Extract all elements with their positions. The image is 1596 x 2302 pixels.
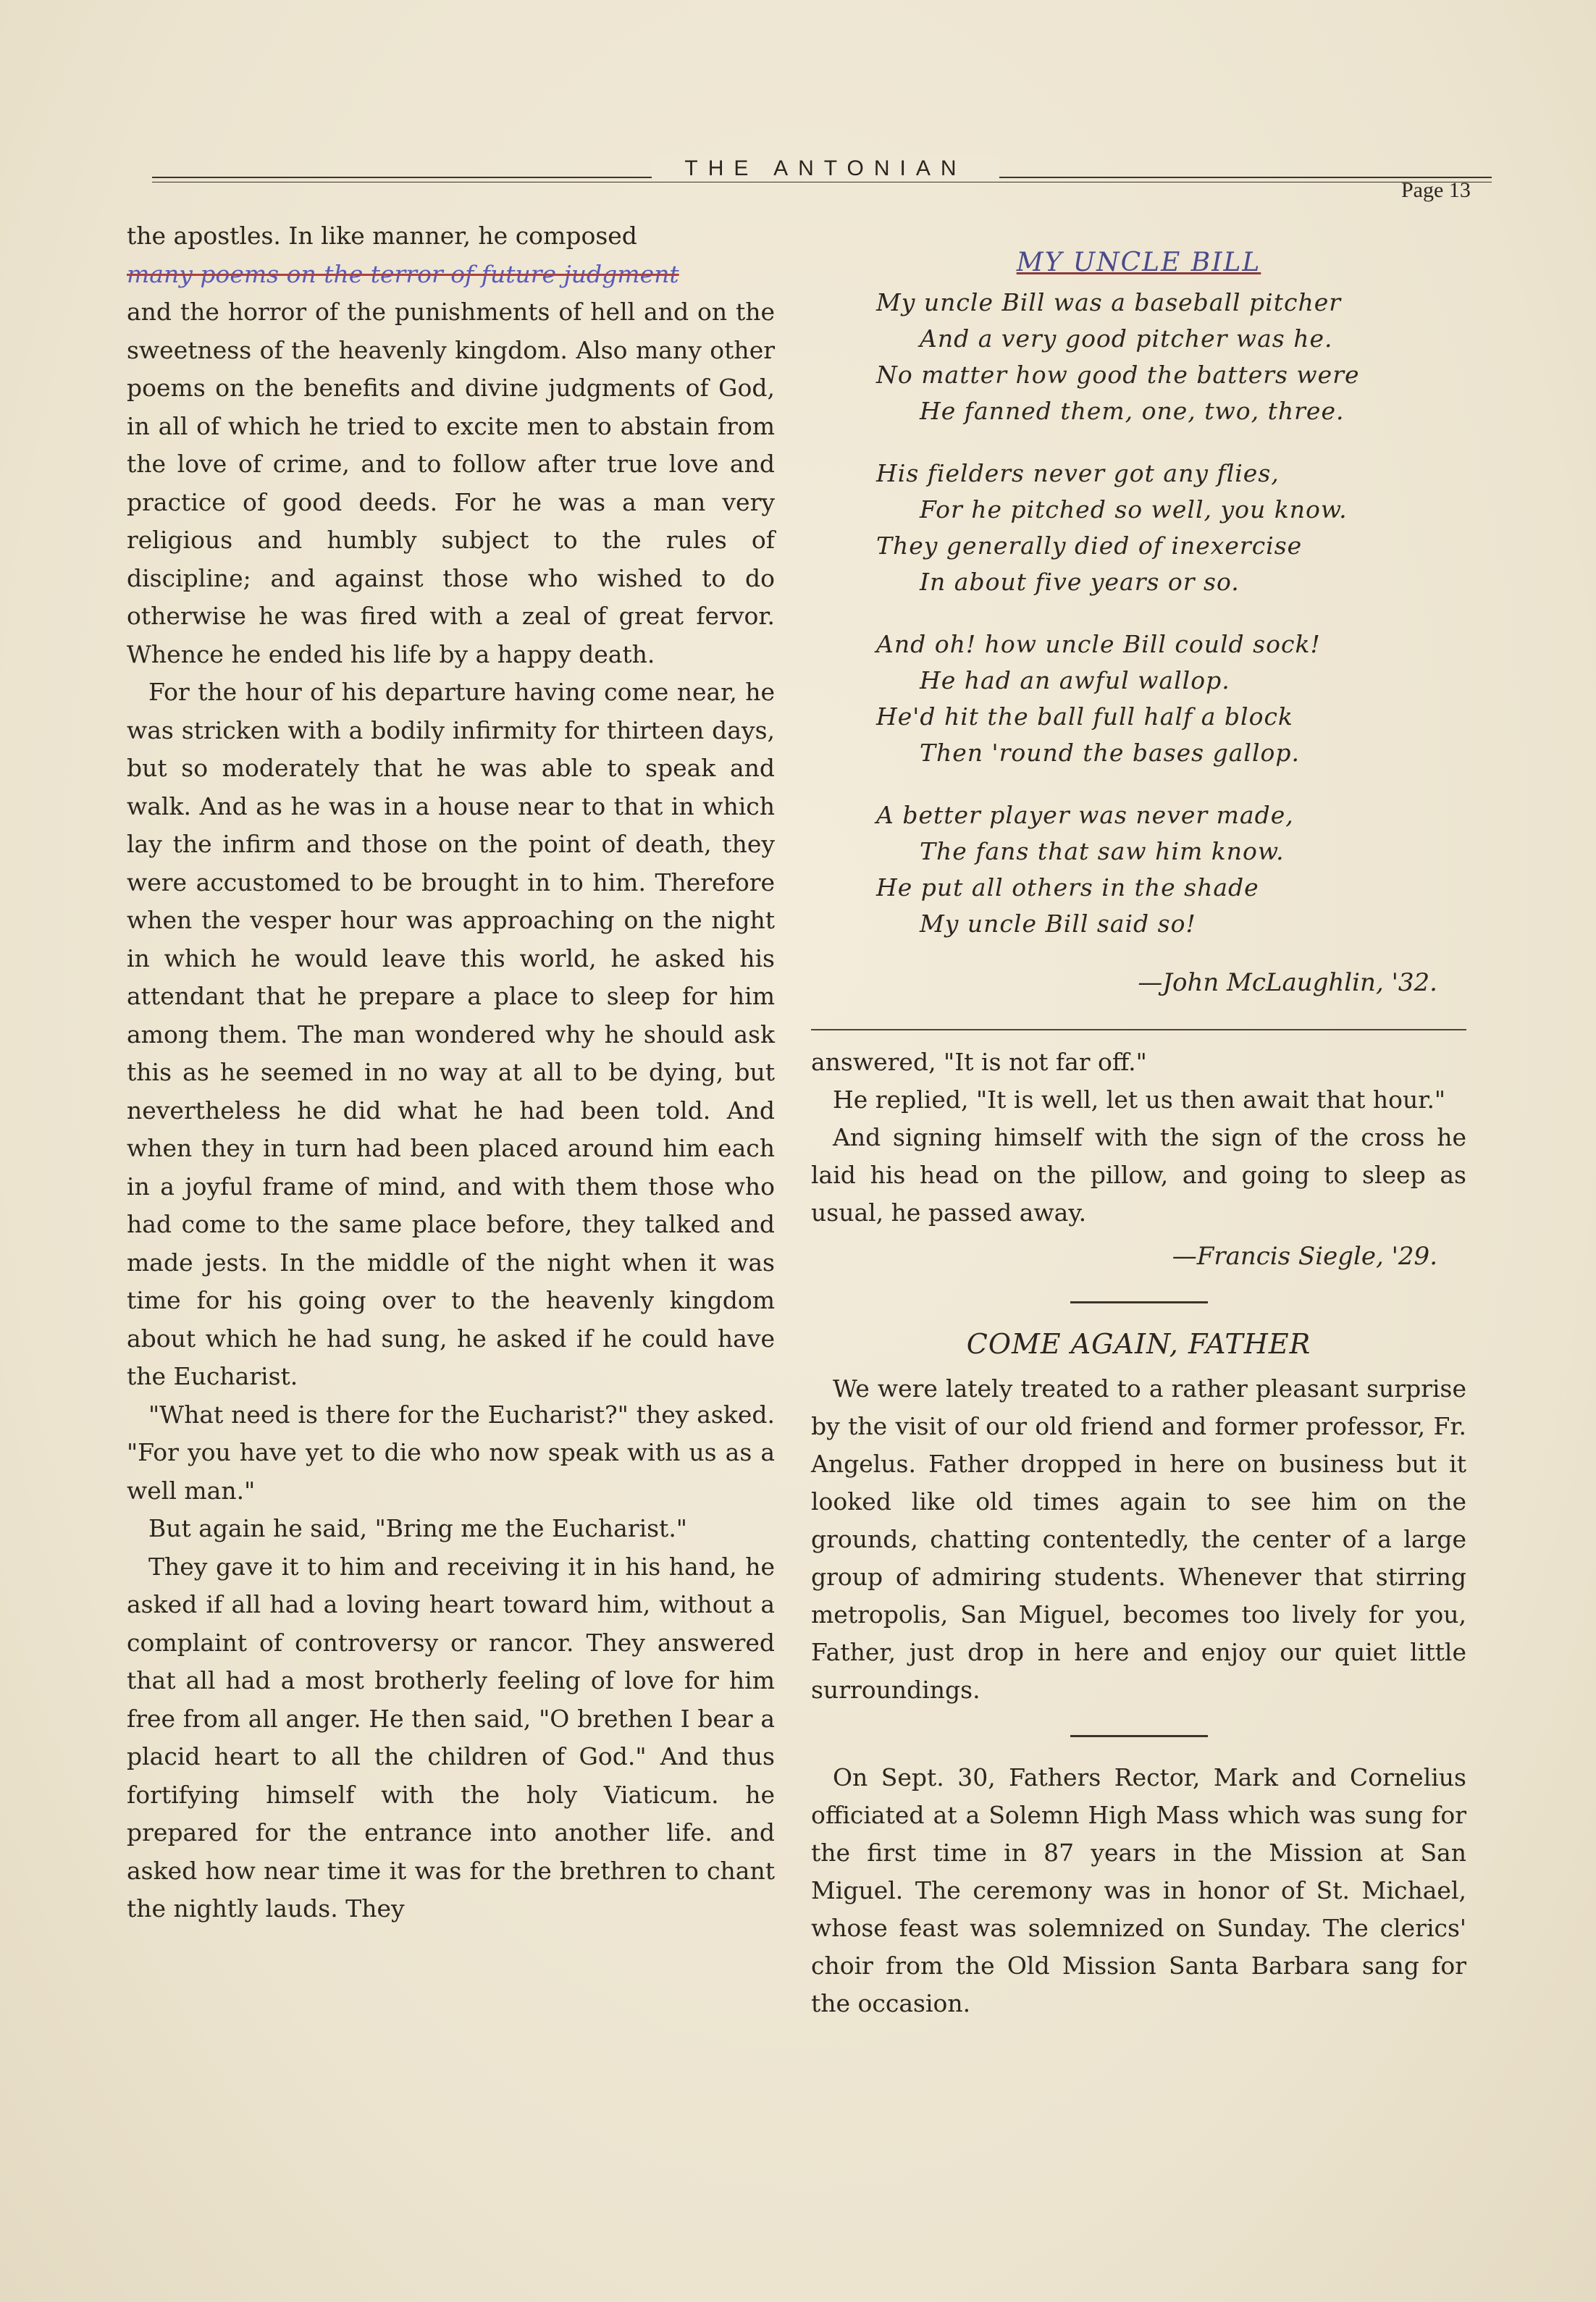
poem-line: My uncle Bill said so! [920,910,1196,938]
poem-line: My uncle Bill was a baseball pitcher [876,288,1342,316]
poem-line: The fans that saw him know. [920,837,1285,865]
poem-stanza-4 [876,797,1466,942]
come-again-paragraph: We were lately treated to a rather pleasant surprise by the visit of our old friend and former professor, Fr. Angelus. Father dropped in here on business but it looked like old times again to see him on the grounds, chatting contentedly, the center of a large group of admiring students. Whenever that stirring metropolis, San Miguel, becomes too lively for you, Father, just drop in here and enjoy our quiet little surroundings. [811,1374,1466,1704]
continuation-paragraph-2: He replied, "It is well, let us then await that hour." [833,1085,1446,1114]
mass-note-paragraph: On Sept. 30, Fathers Rector, Mark and Cornelius officiated at a Solemn High Mass which was sung for the first time in 87 years in the Mission at San Miguel. The ceremony was in honor of St. Michael, whose feast was solemnized on Sunday. The clerics' choir from the Old Mission Santa Barbara sang for the occasion. [811,1763,1466,2017]
poem-line: He'd hit the ball full half a block [876,702,1293,731]
come-again-title: COME AGAIN, FATHER [966,1328,1311,1360]
left-paragraph-1: and the horror of the punishments of hell and on the sweetness of the heavenly kingdom. Also many other poems on the benefits and divine judgments of God, in all of which he tried to excite men to abstain from the love of crime, and to follow after true love and practice of good deeds. For he was a man very religious and humbly subject to the rules of discipline; and against those who wished to do otherwise he was fired with a zeal of great fervor. Whence he ended his life by a happy death. [127,298,775,668]
right-column [811,217,1466,2022]
left-paragraph-4: But again he said, "Bring me the Eucharist." [148,1514,687,1542]
section-divider [1070,1735,1208,1737]
inserted-handwritten-line: many poems on the terror of future judgment [127,259,679,288]
left-paragraph-3: "What need is there for the Eucharist?" they asked. "For you have yet to die who now speak with us as a well man." [127,1400,775,1505]
poem-title: MY UNCLE BILL [1016,248,1261,277]
left-paragraph-2: For the hour of his departure having come near, he was stricken with a bodily infirmity for thirteen days, but so moderately that he was able to speak and walk. And as he was in a house near to that in which lay the infirm and those on the point of death, they were accustomed to be brought in to him. Therefore when the vesper hour was approaching on the night in which he would leave this world, he asked his attendant that he prepare a place to sleep for him among them. The man wondered why he should ask this as he seemed in no way at all to be dying, but nevertheless he did what he had been told. And when they in turn had been placed around him each in a joyful frame of mind, and with them those who had come to the same place before, they talked and made jests. In the middle of the night when it was time for his going over to the heavenly kingdom about which he had sung, he asked if he could have the Eucharist. [127,678,775,1390]
left-paragraph-5: They gave it to him and receiving it in his hand, he asked if all had a loving heart toward him, without a complaint of controversy or rancor. They answered that all had a most brotherly feeling of love for him free from all anger. He then said, "O brethen I bear a placid heart to all the children of God." And thus fortifying himself with the holy Viaticum. he prepared for the entrance into another life. and asked how near time it was for the brethren to chant the nightly lauds. They [127,1552,775,1923]
continuation-paragraph-3: And signing himself with the sign of the cross he laid his head on the pillow, and going to sleep as usual, he passed away. [811,1123,1466,1227]
section-divider [1070,1301,1208,1303]
poem-line: In about five years or so. [920,568,1240,596]
page-number: Page 13 [1401,178,1471,202]
poem-stanza-2 [876,455,1466,600]
poem-line: He had an awful wallop. [920,666,1230,694]
poem-line: A better player was never made, [876,801,1294,829]
left-first-line-text: the apostles. In like manner, he composed [127,222,637,250]
poem-line: His fielders never got any flies, [876,459,1280,487]
poem-line: He fanned them, one, two, three. [920,397,1345,425]
masthead: THE ANTONIAN [652,156,999,181]
column-divider-rule [811,1029,1466,1030]
poem-line: And oh! how uncle Bill could sock! [876,630,1321,658]
poem-line: No matter how good the batters were [876,361,1360,389]
poem-line: And a very good pitcher was he. [920,324,1333,353]
left-first-line [127,217,775,256]
left-column [127,217,775,1928]
poem-line: He put all others in the shade [876,873,1259,902]
continuation-byline: —Francis Siegle, '29. [1172,1242,1437,1271]
continuation-paragraph-1: answered, "It is not far off." [811,1048,1147,1076]
poem-line: Then 'round the bases gallop. [920,739,1300,767]
poem-byline: —John McLaughlin, '32. [1138,968,1437,997]
continuation-section [811,1043,1466,2022]
poem-line: For he pitched so well, you know. [920,495,1348,524]
poem-stanza-1 [876,285,1466,429]
poem-stanza-3 [876,626,1466,771]
poem-line: They generally died of inexercise [876,532,1303,560]
